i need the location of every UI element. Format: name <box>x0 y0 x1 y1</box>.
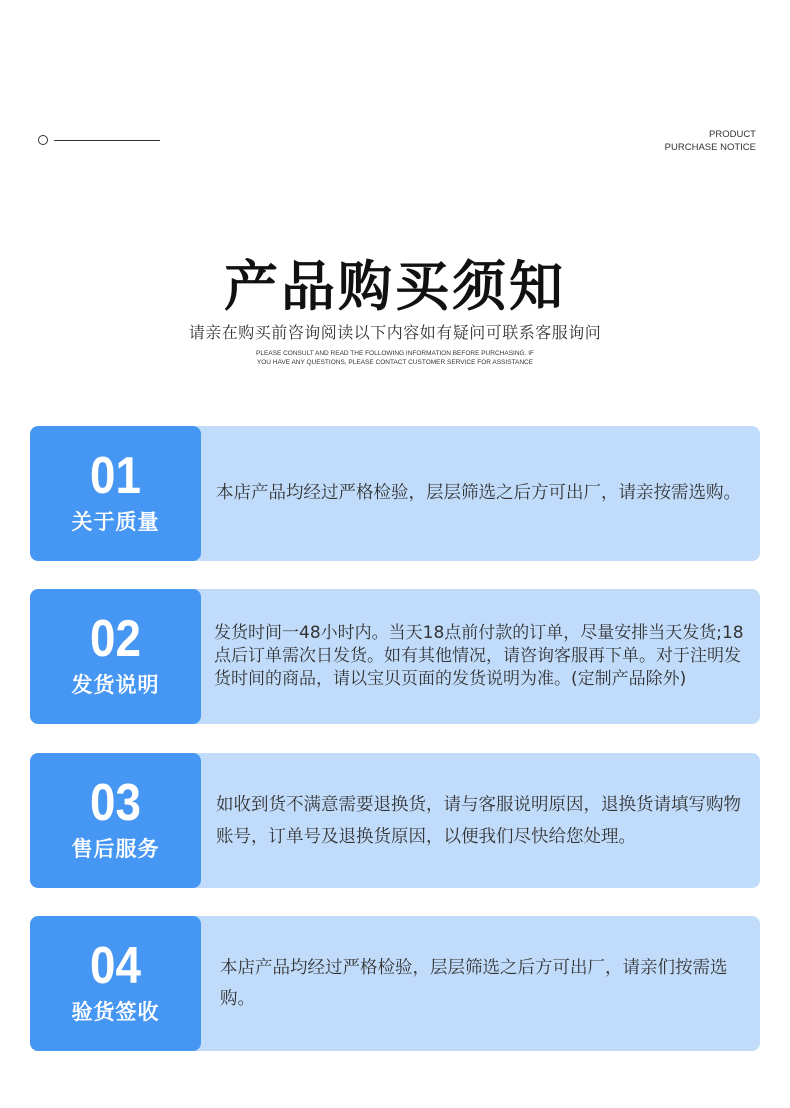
notice-number: 03 <box>90 774 141 832</box>
notice-number: 01 <box>90 447 141 505</box>
notice-card-after-sales <box>30 753 760 888</box>
page-subtitle: 请亲在购买前咨询阅读以下内容如有疑问可联系客服询问 <box>188 323 602 342</box>
notice-badge <box>30 589 201 724</box>
notice-text <box>216 753 746 888</box>
notice-card-quality <box>30 426 760 561</box>
notice-number: 04 <box>90 937 141 995</box>
notice-text <box>214 589 748 724</box>
corner-label <box>665 128 756 154</box>
notice-heading: 售后服务 <box>71 837 160 861</box>
top-left-decoration <box>38 134 128 146</box>
notice-text-content: 发货时间一48小时内。当天18点前付款的订单，尽量安排当天发货;18点后订单需次日发货。如有其他情况，请咨询客服再下单。对于注明发货时间的商品，请以宝贝页面的发货说明为准。(定制产品除外) <box>214 623 744 689</box>
notice-badge <box>30 753 201 888</box>
notice-text <box>220 916 746 1051</box>
notice-card-inspection <box>30 916 760 1051</box>
page-title: 产品购买须知 <box>224 255 566 318</box>
circle-icon <box>38 135 48 145</box>
notice-heading: 验货签收 <box>71 1000 160 1024</box>
corner-label-line2: PURCHASE NOTICE <box>664 142 756 153</box>
english-note: PLEASE CONSULT AND READ THE FOLLOWING INFORMATION BEFORE PURCHASING. IF YOU HAVE ANY QUESTIONS, PLEASE CONTACT CUSTOMER SERVICE FOR ASSISTANCE <box>256 350 534 366</box>
notice-card-shipping <box>30 589 760 724</box>
notice-badge <box>30 426 201 561</box>
decorative-line <box>54 140 160 141</box>
notice-text-content: 本店产品均经过严格检验，层层筛选之后方可出厂，请亲按需选购。 <box>216 483 741 503</box>
notice-number: 02 <box>90 610 141 668</box>
notice-text-content: 如收到货不满意需要退换货，请与客服说明原因，退换货请填写购物账号，订单号及退换货原因，以便我们尽快给您处理。 <box>216 794 741 847</box>
notice-heading: 发货说明 <box>71 673 160 697</box>
notice-text <box>216 426 746 561</box>
notice-heading: 关于质量 <box>71 510 160 534</box>
notice-badge <box>30 916 201 1051</box>
notice-text-content: 本店产品均经过严格检验，层层筛选之后方可出厂，请亲们按需选购。 <box>220 957 728 1009</box>
corner-label-line1: PRODUCT <box>709 129 756 140</box>
